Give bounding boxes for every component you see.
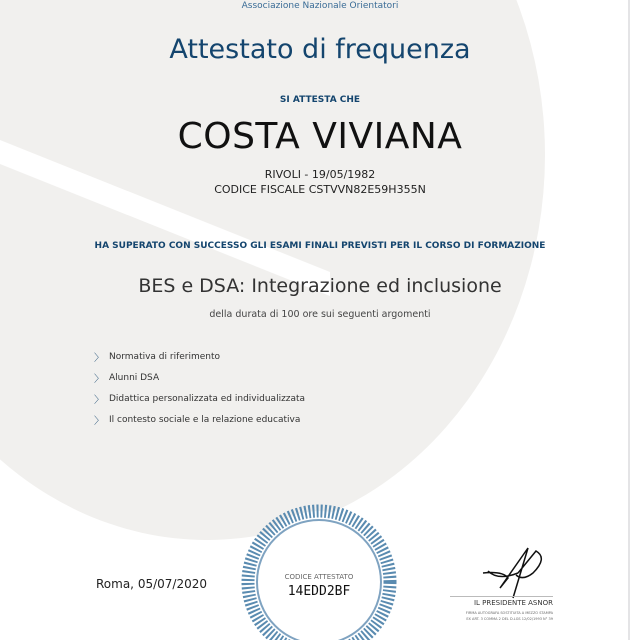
organization-name: Associazione Nazionale Orientatori <box>241 1 399 11</box>
fiscal-code: CODICE FISCALE CSTVVN82E59H355N <box>214 183 426 196</box>
recipient-name: COSTA VIVIANA <box>177 116 463 157</box>
topic-label: Il contesto sociale e la relazione educativa <box>109 414 301 425</box>
certificate-code: 14EDD2BF <box>287 584 351 599</box>
signer-title: IL PRESIDENTE ASNOR <box>473 599 553 607</box>
topic-label: Normativa di riferimento <box>109 351 221 362</box>
place-date: Roma, 05/07/2020 <box>96 577 207 591</box>
chevron-right-icon: 〉 <box>94 395 104 406</box>
topic-label: Alunni DSA <box>109 372 160 383</box>
signature-line <box>450 596 553 597</box>
list-item <box>94 388 305 409</box>
chevron-right-icon: 〉 <box>94 416 104 427</box>
course-title: BES e DSA: Integrazione ed inclusione <box>138 275 502 297</box>
chevron-right-icon: 〉 <box>94 374 104 385</box>
course-duration: della durata di 100 ore sui seguenti argomenti <box>209 309 431 320</box>
topic-label: Didattica personalizzata ed individualizzata <box>109 393 306 404</box>
birth-info: RIVOLI - 19/05/1982 <box>264 168 376 181</box>
fine-print: EX ART. 3 COMMA 2 DEL D.LGS 12/02/1993 N° 39 <box>466 617 553 621</box>
list-item <box>94 346 305 367</box>
attestation-intro: SI ATTESTA CHE <box>279 95 361 105</box>
code-label: CODICE ATTESTATO <box>284 573 354 581</box>
fine-print: FIRMA AUTOGRAFA SOSTITUITA A MEZZO STAMPA <box>465 611 553 615</box>
topic-list <box>94 346 305 430</box>
signature-image <box>478 543 548 603</box>
passed-statement: HA SUPERATO CON SUCCESSO GLI ESAMI FINALI PREVISTI PER IL CORSO DI FORMAZIONE <box>94 241 546 251</box>
chevron-right-icon: 〉 <box>94 353 104 364</box>
certificate-title: Attestato di frequenza <box>169 34 471 65</box>
list-item <box>94 409 305 430</box>
list-item <box>94 367 305 388</box>
